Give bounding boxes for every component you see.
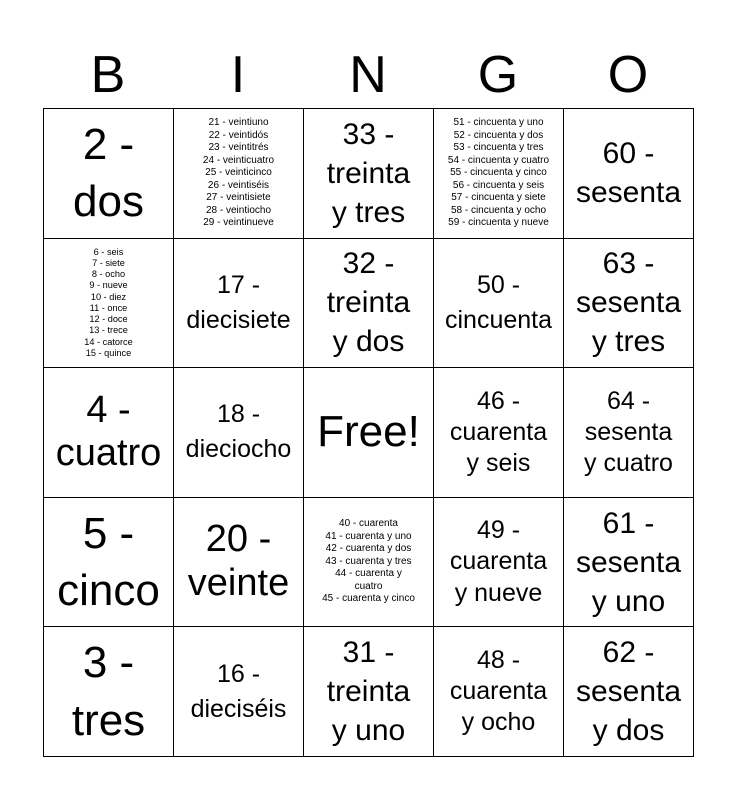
cell-label: 60 - sesenta bbox=[575, 137, 682, 210]
bingo-cell[interactable] bbox=[174, 239, 304, 369]
cell-label: Free! bbox=[317, 407, 420, 457]
bingo-cell[interactable] bbox=[44, 627, 174, 757]
cell-label: 63 - sesenta y tres bbox=[575, 247, 682, 359]
bingo-cell[interactable] bbox=[564, 627, 694, 757]
cell-label: 50 - cincuenta bbox=[444, 270, 553, 334]
bingo-cell[interactable] bbox=[434, 109, 564, 239]
bingo-board bbox=[43, 108, 694, 757]
cell-label: 3 - tres bbox=[71, 638, 146, 745]
header-letter-i: I bbox=[230, 46, 246, 104]
header-letter-g: G bbox=[477, 46, 519, 104]
cell-label: 51 - cincuenta y uno 52 - cincuenta y dos 53 - cincuenta y tres 54 - cincuenta y cuatro 55 - cincuenta y cinco 56 - cincuenta y seis 57 - cincuenta y siete 58 - cincuenta y ocho 59 - cincuenta y nueve bbox=[447, 117, 550, 229]
bingo-cell[interactable] bbox=[434, 368, 564, 498]
bingo-cell[interactable] bbox=[434, 498, 564, 628]
cell-label: 40 - cuarenta 41 - cuarenta y uno 42 - cuarenta y dos 43 - cuarenta y tres 44 - cuarenta y cuatro 45 - cuarenta y cinco bbox=[322, 518, 415, 605]
bingo-cell[interactable] bbox=[304, 498, 434, 628]
cell-label: 32 - treinta y dos bbox=[326, 247, 411, 359]
cell-label: 61 - sesenta y uno bbox=[575, 506, 682, 618]
bingo-cell[interactable] bbox=[304, 239, 434, 369]
header-letter-n: N bbox=[349, 46, 387, 104]
bingo-cell[interactable] bbox=[174, 368, 304, 498]
cell-label: 18 - dieciocho bbox=[185, 400, 292, 464]
bingo-cell[interactable] bbox=[174, 498, 304, 628]
bingo-cell[interactable] bbox=[564, 498, 694, 628]
bingo-cell[interactable] bbox=[304, 109, 434, 239]
bingo-cell[interactable] bbox=[174, 109, 304, 239]
cell-label: 2 - dos bbox=[73, 120, 144, 227]
bingo-cell[interactable] bbox=[434, 239, 564, 369]
bingo-cell[interactable] bbox=[174, 627, 304, 757]
header-letter-b: B bbox=[90, 46, 126, 104]
bingo-cell[interactable] bbox=[564, 368, 694, 498]
bingo-cell[interactable] bbox=[304, 627, 434, 757]
header-letter-o: O bbox=[607, 46, 649, 104]
bingo-cell[interactable] bbox=[564, 239, 694, 369]
cell-label: 46 - cuarenta y seis bbox=[449, 386, 548, 478]
cell-label: 33 - treinta y tres bbox=[326, 117, 411, 229]
cell-label: 21 - veintiuno 22 - veintidós 23 - veintitrés 24 - veinticuatro 25 - veinticinco 26 - veintiséis 27 - veintisiete 28 - veintiocho 29 - veintinueve bbox=[202, 117, 275, 229]
cell-label: 16 - dieciséis bbox=[190, 659, 287, 723]
bingo-cell[interactable] bbox=[44, 239, 174, 369]
cell-label: 48 - cuarenta y ocho bbox=[449, 645, 548, 737]
cell-label: 5 - cinco bbox=[57, 508, 160, 616]
cell-label: 31 - treinta y uno bbox=[326, 636, 411, 748]
bingo-cell[interactable] bbox=[564, 109, 694, 239]
cell-label: 20 - veinte bbox=[187, 518, 290, 605]
bingo-cell[interactable] bbox=[44, 368, 174, 498]
cell-label: 6 - seis 7 - siete 8 - ocho 9 - nueve 10 - diez 11 - once 12 - doce 13 - trece 14 - catorce 15 - quince bbox=[84, 246, 133, 358]
bingo-header bbox=[43, 40, 693, 110]
cell-label: 62 - sesenta y dos bbox=[575, 636, 682, 748]
cell-label: 17 - diecisiete bbox=[186, 270, 291, 334]
bingo-cell[interactable] bbox=[44, 498, 174, 628]
cell-label: 64 - sesenta y cuatro bbox=[584, 386, 673, 478]
bingo-cell[interactable] bbox=[44, 109, 174, 239]
bingo-cell[interactable] bbox=[434, 627, 564, 757]
cell-label: 49 - cuarenta y nueve bbox=[449, 516, 548, 607]
free-space-cell[interactable] bbox=[304, 368, 434, 498]
cell-label: 4 - cuatro bbox=[55, 388, 162, 475]
